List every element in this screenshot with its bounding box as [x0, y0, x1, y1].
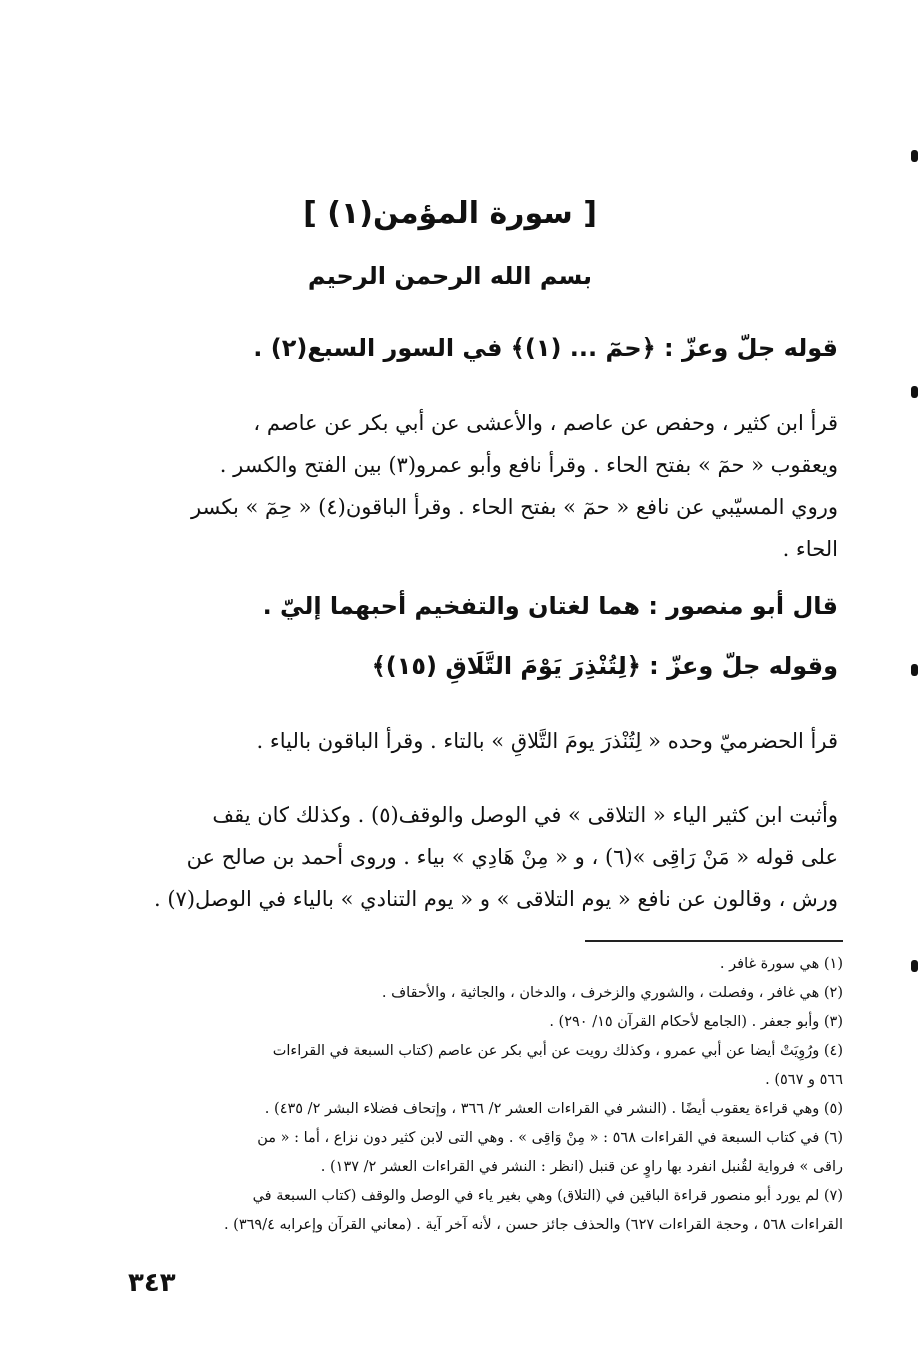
- surah-title: [ سورة المؤمن(١) ]: [303, 196, 597, 231]
- basmala: بسم الله الرحمن الرحيم: [307, 262, 593, 290]
- paragraph-line: قرأ ابن كثير ، وحفص عن عاصم ، والأعشى عن أبي بكر عن عاصم ،: [253, 411, 838, 435]
- footnote-line: (٤) ورُوِيَتْ أيضا عن أبي عمرو ، وكذلك رويت عن أبي بكر عن عاصم (كتاب السبعة في القراءات: [272, 1043, 843, 1059]
- verse-heading-2: وقوله جلّ وعزّ : ﴿لِتُنْذِرَ يَوْمَ التَّلَاقِ (١٥)﴾: [371, 652, 838, 680]
- paragraph-line: وأثبت ابن كثير الياء « التلاقى » في الوصل والوقف(٥) . وكذلك كان يقف: [212, 803, 838, 827]
- abu-mansur-statement: قال أبو منصور : هما لغتان والتفخيم أحبهما إليّ .: [262, 592, 838, 620]
- paragraph-line: على قوله « مَنْ رَاقِى »(٦) ، و « مِنْ هَادِي » بياء . وروى أحمد بن صالح عن: [186, 845, 838, 869]
- paragraph-line: الحاء .: [782, 537, 838, 561]
- footnote-line: (٦) في كتاب السبعة في القراءات ٥٦٨ : « مِنْ وَاقِى » . وهي التى لابن كثير دون نزاع ، أما : « من: [257, 1130, 843, 1146]
- footnotes: [128, 950, 843, 1240]
- page-number: ٣٤٣: [128, 1268, 176, 1298]
- paragraph-line: ورش ، وقالون عن نافع « يوم التلاقى » و « يوم التنادي » بالياء في الوصل(٧) .: [153, 887, 838, 911]
- footnote-line: (٥) وهي قراءة يعقوب أيضًا . (النشر في القراءات العشر ٢/ ٣٦٦ ، وإتحاف فضلاء البشر ٢/ ٤٣٥) .: [264, 1101, 843, 1117]
- footnote-line: (٧) لم يورد أبو منصور قراءة الباقين في (التلاق) وهي بغير ياء في الوصل والوقف (كتاب السبعة في: [252, 1188, 843, 1204]
- footnote-line: (٢) هي غافر ، وفصلت ، والشوري والزخرف ، والدخان ، والجاثية ، والأحقاف .: [381, 985, 843, 1001]
- footnote-line: (١) هي سورة غافر .: [719, 956, 843, 972]
- footnote-line: ٥٦٦ و ٥٦٧) .: [765, 1072, 843, 1088]
- margin-mark: [911, 960, 918, 972]
- margin-mark: [911, 150, 918, 162]
- paragraph-line: قرأ الحضرميّ وحده « لِتُنْذرَ يومَ التَّلاقِ » بالتاء . وقرأ الباقون بالياء .: [256, 729, 838, 753]
- footnote-line: القراءات ٥٦٨ ، وحجة القراءات ٦٢٧) والحذف جائز حسن ، لأنه آخر آية . (معاني القرآن وإعرابه ٣٦٩/٤) .: [223, 1217, 843, 1233]
- paragraph-line: وروي المسيّبي عن نافع « حمٓ » بفتح الحاء . وقرأ الباقون(٤) « حِمٓ » بكسر: [191, 495, 838, 519]
- footnote-separator: [585, 940, 843, 942]
- footnote-line: راقى » فرواية لقُنبل انفرد بها راوٍ عن قنبل (انظر : النشر في القراءات العشر ٢/ ١٣٧) .: [320, 1159, 843, 1175]
- margin-mark: [911, 664, 918, 676]
- verse-heading-1: قوله جلّ وعزّ : ﴿حمٓ ... (١)﴾ في السور السبع(٢) .: [253, 334, 838, 362]
- paragraph-line: ويعقوب « حمٓ » بفتح الحاء . وقرأ نافع وأبو عمرو(٣) بين الفتح والكسر .: [219, 453, 838, 477]
- footnote-line: (٣) وأبو جعفر . (الجامع لأحكام القرآن ١٥/ ٢٩٠) .: [549, 1014, 843, 1030]
- margin-mark: [911, 386, 918, 398]
